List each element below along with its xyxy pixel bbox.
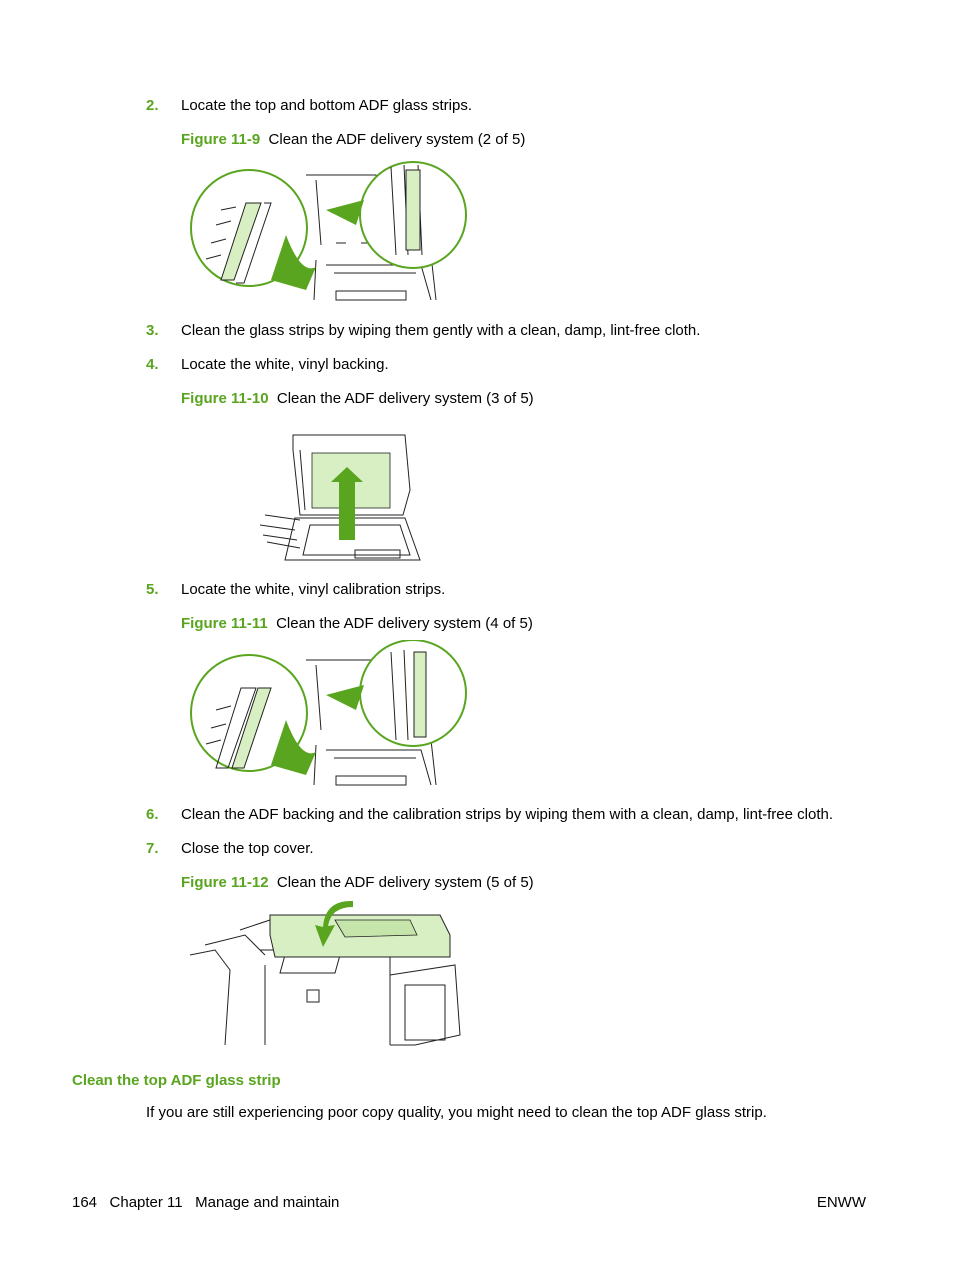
figure-caption-text: Clean the ADF delivery system (4 of 5): [276, 615, 533, 632]
figure-caption: [181, 615, 533, 632]
step-number: 2.: [146, 97, 159, 114]
figure-caption: [181, 131, 525, 148]
step-text: Locate the white, vinyl backing.: [181, 356, 389, 373]
figure-label: Figure 11-10: [181, 390, 269, 407]
figure-illustration-close-top-cover: [185, 895, 465, 1050]
step-text: Locate the white, vinyl calibration strips.: [181, 581, 446, 598]
step-number: 6.: [146, 806, 159, 823]
figure-illustration-vinyl-backing: [255, 430, 425, 565]
step-text: Clean the glass strips by wiping them gently with a clean, damp, lint-free cloth.: [181, 322, 701, 339]
step-text: Close the top cover.: [181, 840, 314, 857]
section-paragraph: If you are still experiencing poor copy quality, you might need to clean the top ADF glass strip.: [146, 1104, 767, 1121]
step-text: Locate the top and bottom ADF glass strips.: [181, 97, 472, 114]
figure-caption: [181, 390, 534, 407]
page-footer-right: ENWW: [816, 1194, 866, 1211]
figure-caption-text: Clean the ADF delivery system (5 of 5): [276, 874, 534, 891]
figure-caption-text: Clean the ADF delivery system (2 of 5): [268, 131, 526, 148]
figure-label: Figure 11-11: [181, 615, 268, 632]
page-footer-left: 164 Chapter 11 Manage and maintain: [72, 1194, 340, 1211]
step-number: 7.: [146, 840, 159, 857]
figure-illustration-adf-glass-strips: [186, 155, 471, 305]
step-number: 3.: [146, 322, 159, 339]
figure-illustration-calibration-strips: [186, 640, 471, 790]
step-number: 4.: [146, 356, 159, 373]
figure-label: Figure 11-12: [181, 874, 269, 891]
section-heading: Clean the top ADF glass strip: [72, 1072, 281, 1089]
figure-caption-text: Clean the ADF delivery system (3 of 5): [276, 390, 534, 407]
step-text: Clean the ADF backing and the calibration strips by wiping them with a clean, damp, lint-free cloth.: [181, 806, 834, 823]
figure-label: Figure 11-9: [181, 131, 261, 148]
figure-caption: [181, 874, 534, 891]
step-number: 5.: [146, 581, 159, 598]
